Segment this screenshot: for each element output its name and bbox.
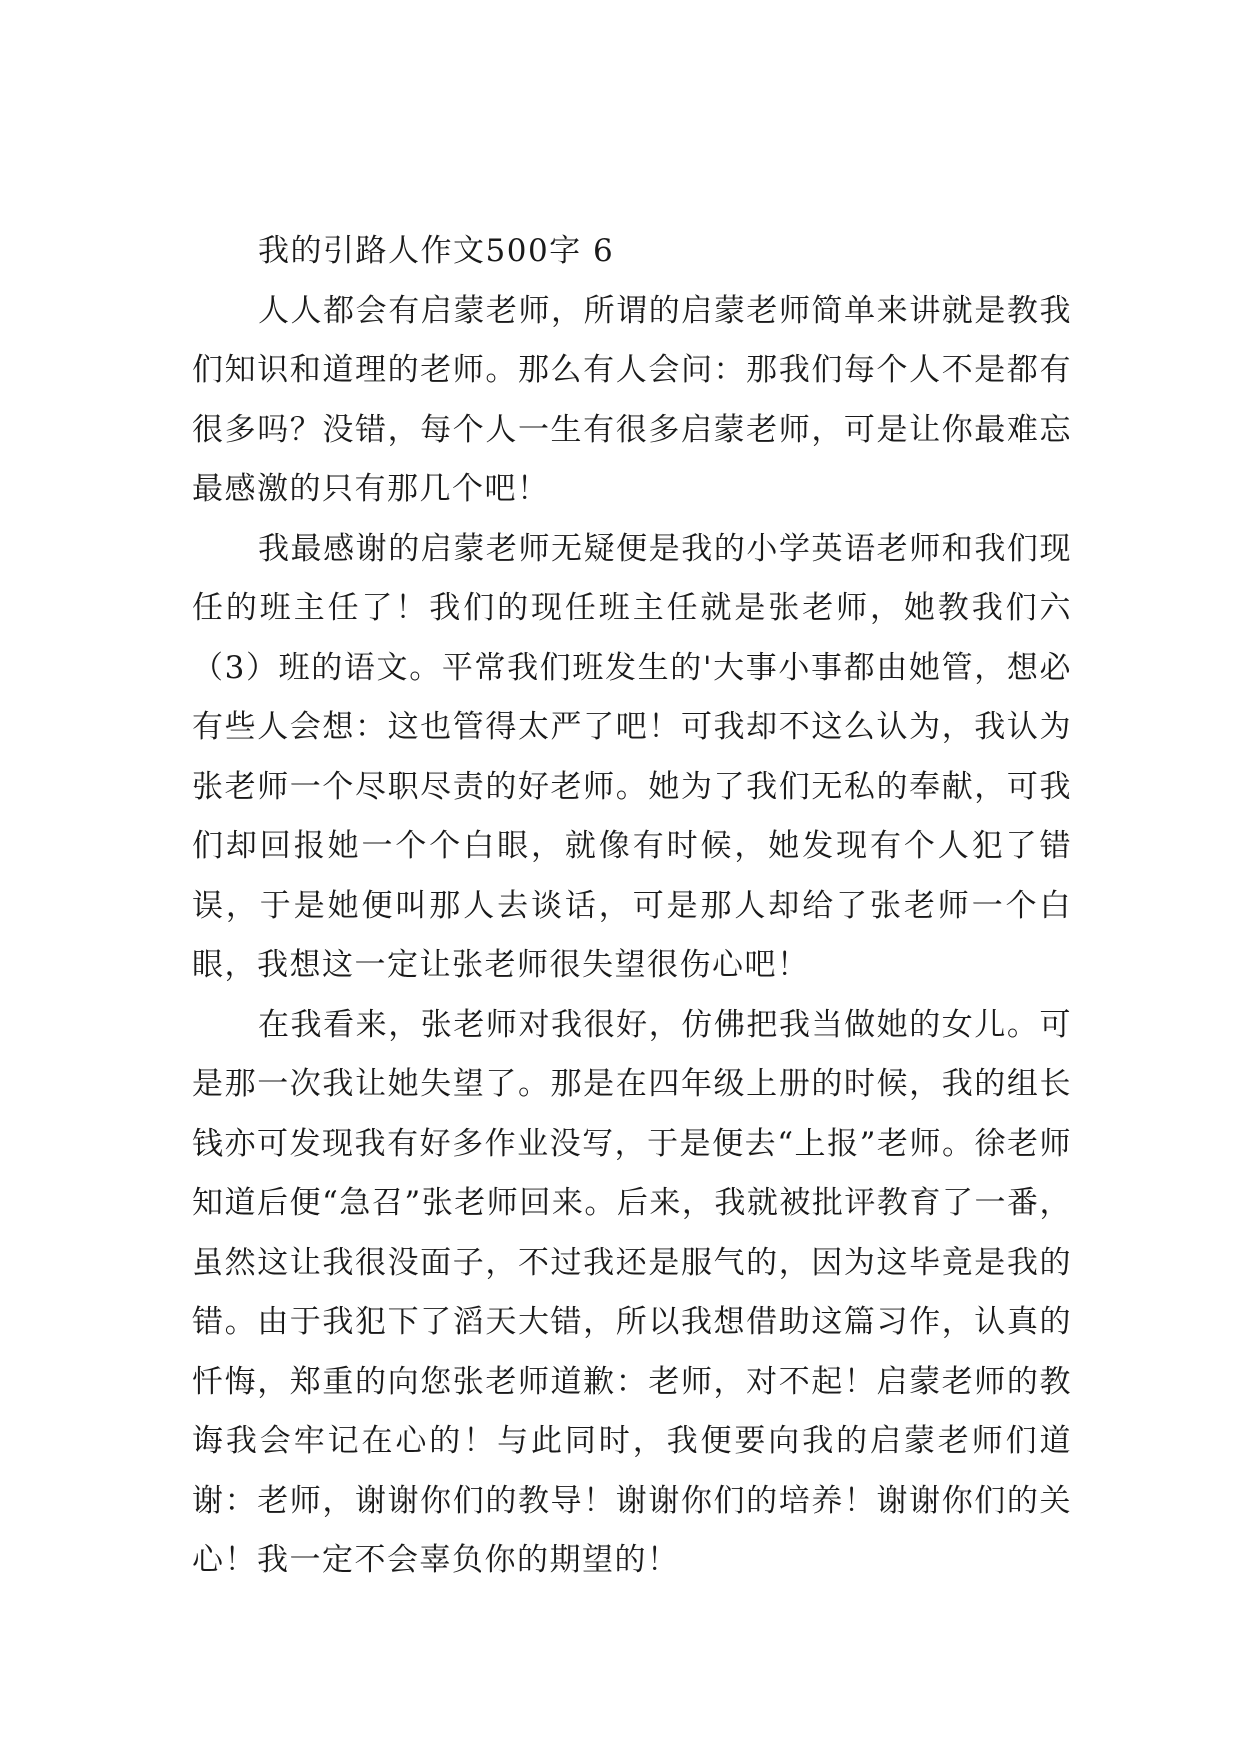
paragraph-1: 人人都会有启蒙老师，所谓的启蒙老师简单来讲就是教我们知识和道理的老师。那么有人会问：那我们每个人不是都有很多吗？没错，每个人一生有很多启蒙老师，可是让你最难忘最感激的只有那几个吧！ bbox=[192, 292, 1072, 507]
document-title: 我的引路人作文500字 6 bbox=[258, 233, 615, 269]
document-body bbox=[192, 222, 1072, 1591]
paragraph-3: 在我看来，张老师对我很好，仿佛把我当做她的女儿。可是那一次我让她失望了。那是在四年级上册的时候，我的组长钱亦可发现我有好多作业没写，于是便去“上报”老师。徐老师知道后便“急召”张老师回来。后来，我就被批评教育了一番，虽然这让我很没面子，不过我还是服气的，因为这毕竟是我的错。由于我犯下了滔天大错，所以我想借助这篇习作，认真的忏悔，郑重的向您张老师道歉：老师，对不起！启蒙老师的教诲我会牢记在心的！与此同时，我便要向我的启蒙老师们道谢：老师，谢谢你们的教导！谢谢你们的培养！谢谢你们的关心！我一定不会辜负你的期望的！ bbox=[192, 1006, 1072, 1578]
paragraph-2: 我最感谢的启蒙老师无疑便是我的小学英语老师和我们现任的班主任了！我们的现任班主任就是张老师，她教我们六（3）班的语文。平常我们班发生的'大事小事都由她管，想必有些人会想：这也管得太严了吧！可我却不这么认为，我认为张老师一个尽职尽责的好老师。她为了我们无私的奉献，可我们却回报她一个个白眼，就像有时候，她发现有个人犯了错误，于是她便叫那人去谈话，可是那人却给了张老师一个白眼，我想这一定让张老师很失望很伤心吧！ bbox=[192, 530, 1072, 983]
